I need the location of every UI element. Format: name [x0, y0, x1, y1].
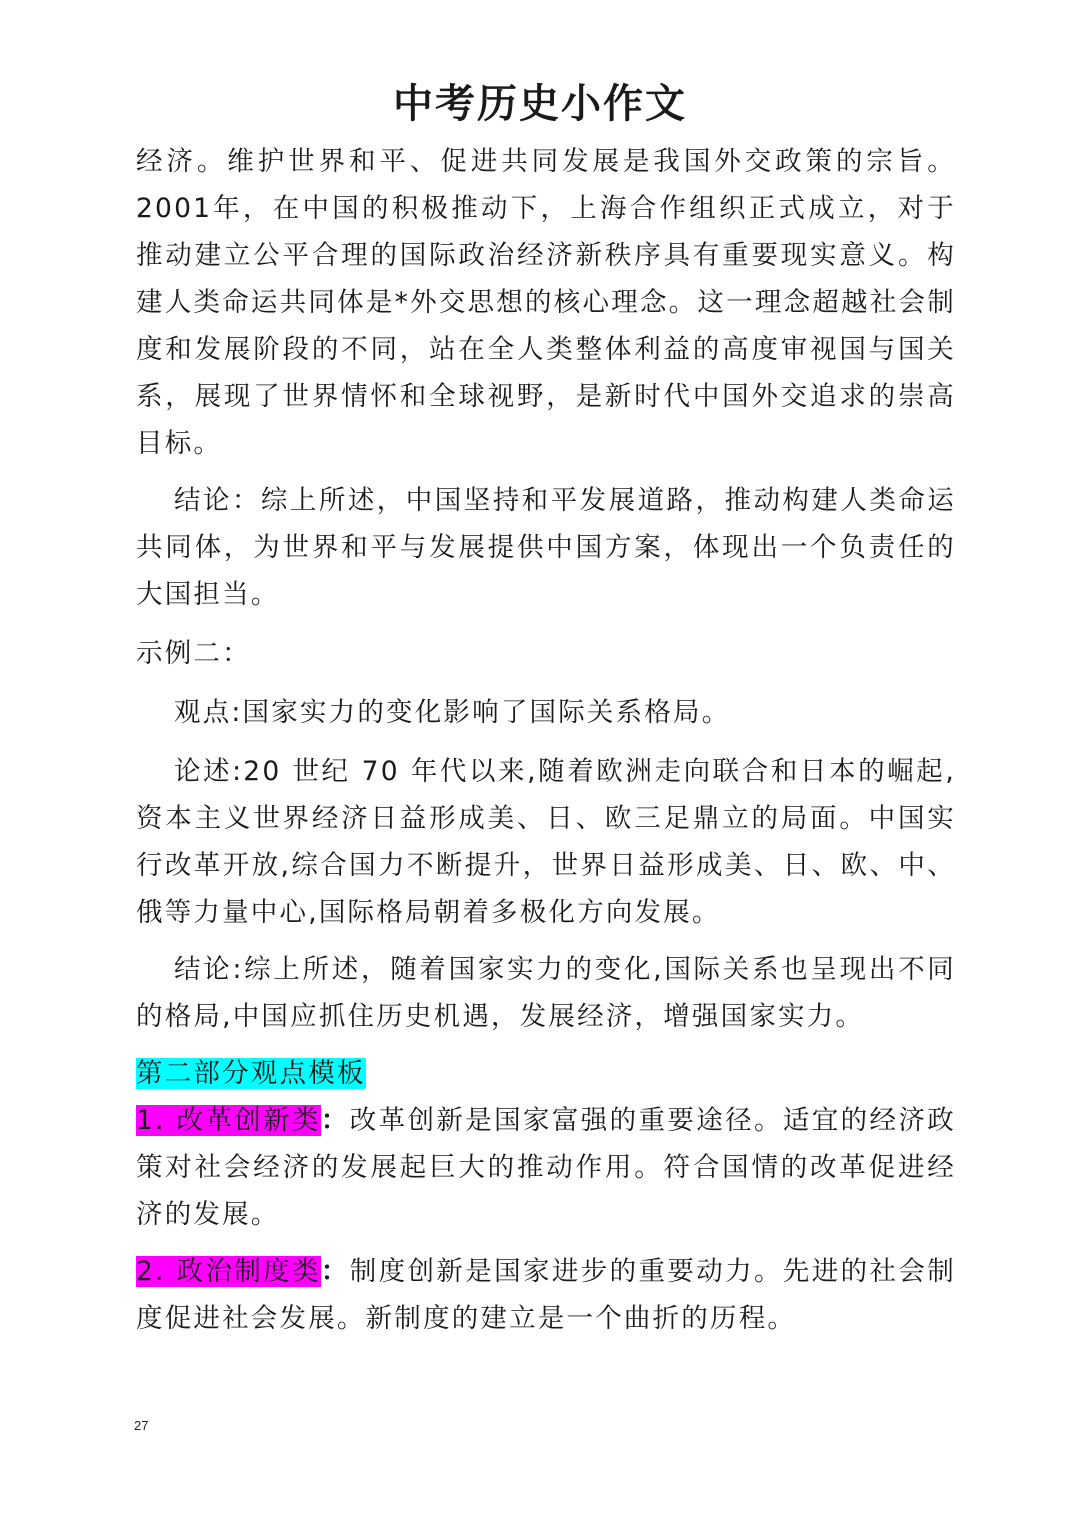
section-heading-text: 第二部分观点模板 [136, 1058, 366, 1089]
template-item-politics [136, 1248, 956, 1342]
template-item-reform [136, 1097, 956, 1238]
template-item-politics-text: 制度创新是国家进步的重要动力。先进的社会制度促进社会发展。新制度的建立是一个曲折的历程。 [136, 1256, 957, 1334]
paragraph-viewpoint: 观点:国家实力的变化影响了国际关系格局。 [174, 697, 731, 728]
document-body [136, 138, 956, 1342]
template-item-reform-text: 改革创新是国家富强的重要途径。适宜的经济政策对社会经济的发展起巨大的推动作用。符合国情的改革促进经济的发展。 [136, 1105, 957, 1230]
paragraph-conclusion-1: 结论：综上所述，中国坚持和平发展道路，推动构建人类命运共同体，为世界和平与发展提供中国方案，体现出一个负责任的大国担当。 [136, 485, 956, 610]
template-item-reform-colon: ： [320, 1105, 350, 1136]
paragraph-argument: 论述:20 世纪 70 年代以来,随着欧洲走向联合和日本的崛起,资本主义世界经济日益形成美、日、欧三足鼎立的局面。中国实行改革开放,综合国力不断提升，世界日益形成美、日、欧、中、俄等力量中心,国际格局朝着多极化方向发展。 [136, 756, 956, 928]
template-item-politics-colon: ： [320, 1256, 350, 1287]
template-item-politics-label: 2. 政治制度类 [136, 1256, 321, 1287]
example-heading: 示例二： [136, 638, 251, 669]
page-title: 中考历史小作文 [393, 80, 687, 127]
template-item-reform-label: 1. 改革创新类 [136, 1105, 321, 1136]
paragraph-intro: 经济。维护世界和平、促进共同发展是我国外交政策的宗旨。2001年，在中国的积极推动下，上海合作组织正式成立，对于推动建立公平合理的国际政治经济新秩序具有重要现实意义。构建人类命运共同体是*外交思想的核心理念。这一理念超越社会制度和发展阶段的不同，站在全人类整体利益的高度审视国与国关系，展现了世界情怀和全球视野，是新时代中国外交追求的崇高目标。 [136, 146, 956, 459]
page-number: 27 [134, 1418, 149, 1433]
paragraph-conclusion-2: 结论:综上所述，随着国家实力的变化,国际关系也呈现出不同的格局,中国应抓住历史机遇，发展经济，增强国家实力。 [136, 954, 956, 1032]
section-heading [136, 1050, 956, 1097]
